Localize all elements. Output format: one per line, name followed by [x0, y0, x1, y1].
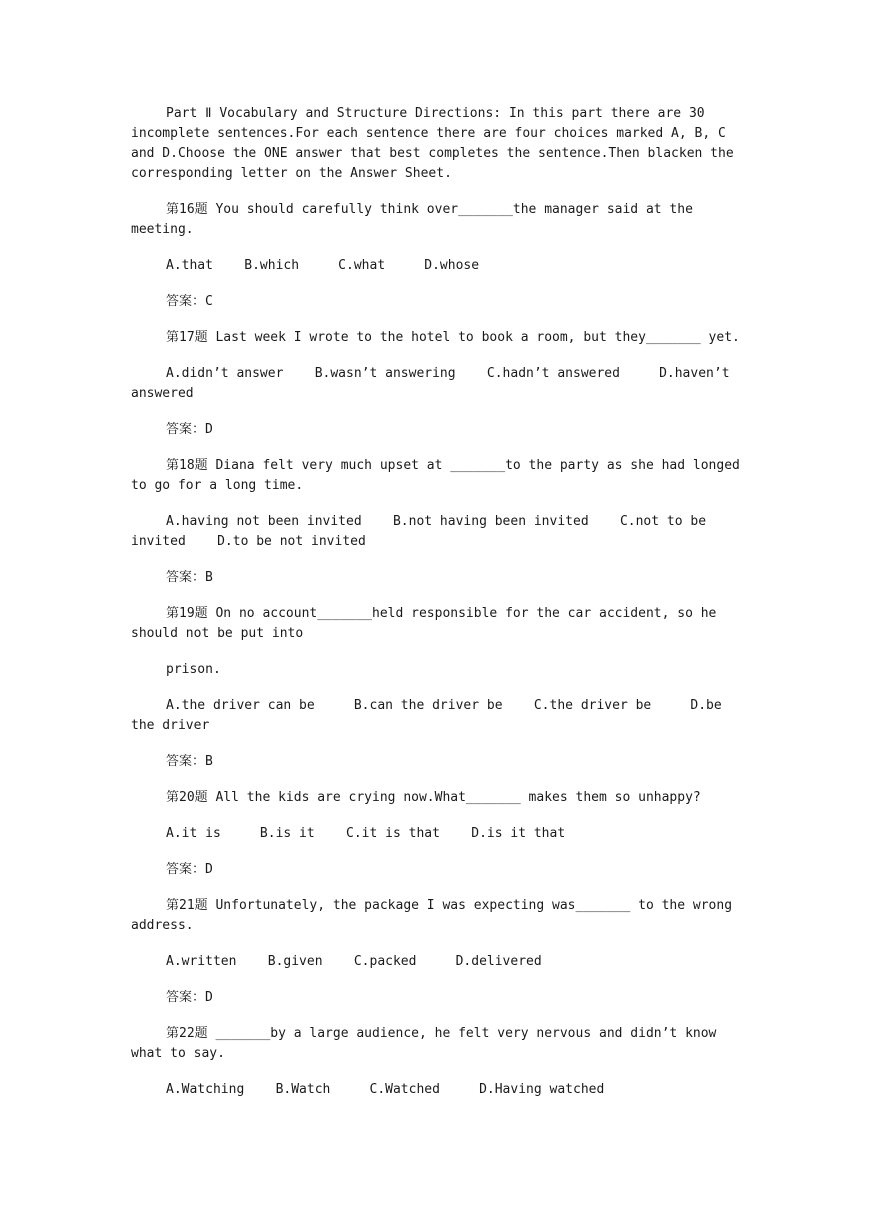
question-stem-16: 第16题 You should carefully think over_______the manager said at the meeting. — [131, 202, 693, 237]
question-stem-19: 第19题 On no account_______held responsible for the car accident, so he should not be put into — [131, 606, 717, 641]
section-directions: Part Ⅱ Vocabulary and Structure Directions: In this part there are 30 incomplete sentences.For each sentence there are four choices marked A, B, C and D.Choose the ONE answer that best completes the sentence.Then blacken the corresponding letter on the Answer Sheet. — [131, 106, 734, 181]
question-stem-17: 第17题 Last week I wrote to the hotel to book a room, but they_______ yet. — [166, 330, 740, 345]
question-stem-19-continuation: prison. — [166, 662, 221, 677]
question-answer-20: 答案：D — [166, 862, 213, 877]
question-stem-21: 第21题 Unfortunately, the package I was expecting was_______ to the wrong address. — [131, 898, 733, 933]
question-options-18: A.having not been invited B.not having been invited C.not to be invited D.to be not invited — [131, 514, 714, 549]
question-answer-18: 答案：B — [166, 570, 213, 585]
question-stem-18: 第18题 Diana felt very much upset at _______to the party as she had longed to go for a long time. — [131, 458, 740, 493]
question-answer-17: 答案：D — [166, 422, 213, 437]
question-options-19: A.the driver can be B.can the driver be C.the driver be D.be the driver — [131, 698, 730, 733]
question-options-16: A.that B.which C.what D.whose — [166, 258, 480, 273]
question-stem-22: 第22题 _______by a large audience, he felt very nervous and didn’t know what to say. — [131, 1026, 717, 1061]
question-answer-19: 答案：B — [166, 754, 213, 769]
question-answer-16: 答案：C — [166, 294, 213, 309]
question-options-17: A.didn’t answer B.wasn’t answering C.hadn’t answered D.haven’t answered — [131, 366, 738, 401]
question-options-21: A.written B.given C.packed D.delivered — [166, 954, 542, 969]
question-options-22: A.Watching B.Watch C.Watched D.Having watched — [166, 1082, 605, 1097]
question-stem-20: 第20题 All the kids are crying now.What_______ makes them so unhappy? — [166, 790, 701, 805]
question-answer-21: 答案：D — [166, 990, 213, 1005]
document-page — [131, 104, 741, 1100]
question-options-20: A.it is B.is it C.it is that D.is it that — [166, 826, 566, 841]
